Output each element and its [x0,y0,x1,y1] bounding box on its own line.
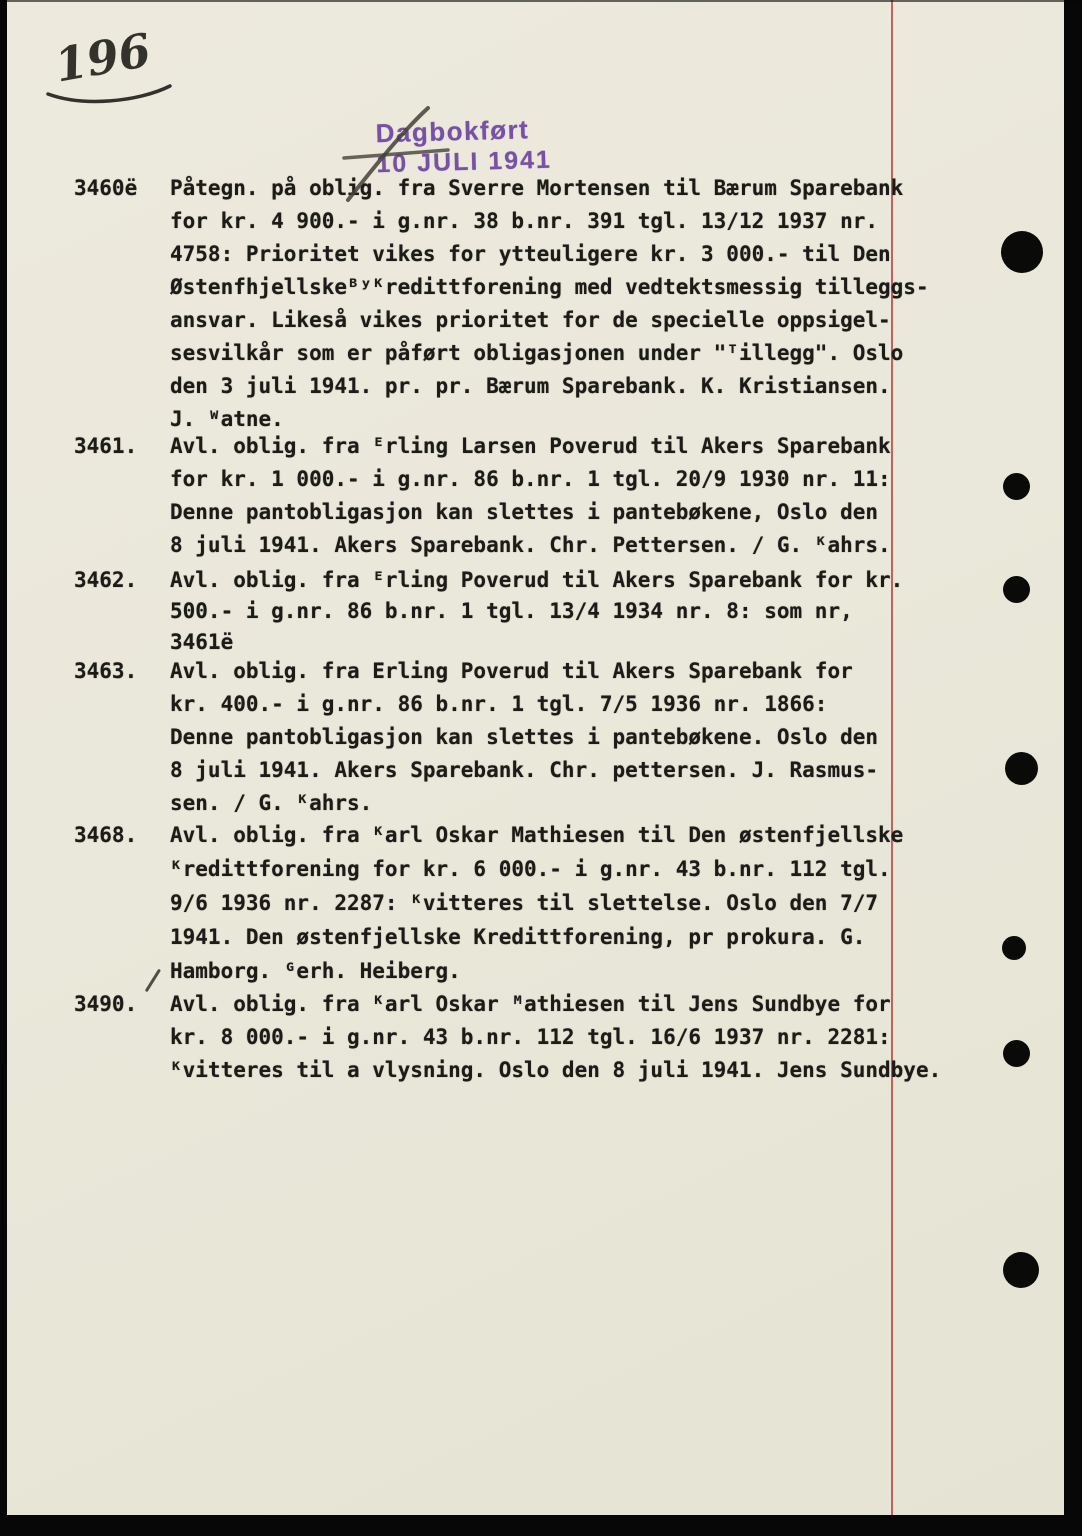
text-line: Avl. oblig. fra ᴱrling Larsen Poverud til Akers Sparebank [170,434,891,458]
punch-hole [1005,752,1038,785]
text-line: ᴷvitteres til a vlysning. Oslo den 8 juli 1941. Jens Sundbye. [170,1058,942,1082]
text-line: sen. / G. ᴷahrs. [170,791,373,815]
punch-hole [1002,936,1026,960]
punch-hole [1003,473,1030,500]
punch-hole [1001,231,1043,273]
page-number-text: 196 [50,22,155,93]
stamp-text: Dagbokført [375,114,530,149]
text-line: Denne pantobligasjon kan slettes i pantebøkene. Oslo den [170,725,879,749]
entry-text [170,172,929,436]
entry-number: 3462. [74,568,138,592]
text-line: den 3 juli 1941. pr. pr. Bærum Sparebank. K. Kristiansen. [170,374,891,398]
scan-border-left [0,0,7,1536]
text-line: for kr. 4 900.- i g.nr. 38 b.nr. 391 tgl. 13/12 1937 nr. [170,209,879,233]
entry-number-text: 3490. [74,992,138,1016]
register-entry [74,172,974,436]
entry-text [170,655,878,820]
scan-border-bottom [0,1515,1082,1536]
text-line: 3461ë [170,630,234,654]
text-line: 500.- i g.nr. 86 b.nr. 1 tgl. 13/4 1934 nr. 8: som nr, [170,599,853,623]
register-entry [74,988,974,1087]
entry-number: 3461. [74,434,138,458]
text-line: ᴷredittforening for kr. 6 000.- i g.nr. 43 b.nr. 112 tgl. [170,857,891,881]
pen-strikethrough [330,100,480,215]
scan-border-right [1064,0,1082,1536]
text-line: Påtegn. på oblig. fra Sverre Mortensen til Bærum Sparebank [170,176,904,200]
text-line: kr. 8 000.- i g.nr. 43 b.nr. 112 tgl. 16/6 1937 nr. 2281: [170,1025,891,1049]
scan-border-top [0,0,1082,2]
text-line: 8 juli 1941. Akers Sparebank. Chr. Pettersen. / G. ᴷahrs. [170,533,891,557]
entry-text [170,988,941,1087]
entry-number: 3463. [74,659,138,683]
text-line: 8 juli 1941. Akers Sparebank. Chr. pettersen. J. Rasmus- [170,758,879,782]
text-line: 9/6 1936 nr. 2287: ᴷvitteres til slettelse. Oslo den 7/7 [170,891,879,915]
text-line: ansvar. Likeså vikes prioritet for de specielle oppsigel- [170,308,891,332]
register-entry [74,818,974,988]
text-line: sesvilkår som er påført obligasjonen under "ᵀillegg". Oslo [170,341,904,365]
punch-hole [1003,576,1030,603]
punch-hole [1003,1040,1030,1067]
text-line: kr. 400.- i g.nr. 86 b.nr. 1 tgl. 7/5 1936 nr. 1866: [170,692,828,716]
entry-number: 3468. [74,823,138,847]
entry-text [170,818,903,988]
register-entry [74,430,974,562]
punch-hole [1003,1252,1039,1288]
text-line: Avl. oblig. fra ᴷarl Oskar Mathiesen til Den østenfjellske [170,823,904,847]
text-line: for kr. 1 000.- i g.nr. 86 b.nr. 1 tgl. 20/9 1930 nr. 11: [170,467,891,491]
text-line: Avl. oblig. fra ᴱrling Poverud til Akers Sparebank for kr. [170,568,904,592]
entry-text [170,430,891,562]
text-line: Hamborg. ᴳerh. Heiberg. [170,959,461,983]
handwritten-page-number [38,14,188,114]
text-line: 4758: Prioritet vikes for ytteuligere kr. 3 000.- til Den [170,242,891,266]
entry-number: 3460ë [74,176,138,200]
register-entry [74,655,974,820]
entry-number [74,988,170,1087]
text-line: Avl. oblig. fra ᴷarl Oskar ᴹathiesen til Jens Sundbye for [170,992,891,1016]
text-line: Denne pantobligasjon kan slettes i pantebøkene, Oslo den [170,500,879,524]
stamp-date: 10 JULI 1941 [376,145,553,179]
text-line: 1941. Den østenfjellske Kredittforening, pr prokura. G. [170,925,866,949]
text-line: J. ᵂatne. [170,407,284,431]
pen-horizontal-stroke [344,150,448,158]
register-entry [74,565,974,658]
entry-text [170,565,903,658]
text-line: Østenfhjellskeᴮʸᴷredittforening med vedtektsmessig tilleggs- [170,275,929,299]
text-line: Avl. oblig. fra Erling Poverud til Akers Sparebank for [170,659,853,683]
